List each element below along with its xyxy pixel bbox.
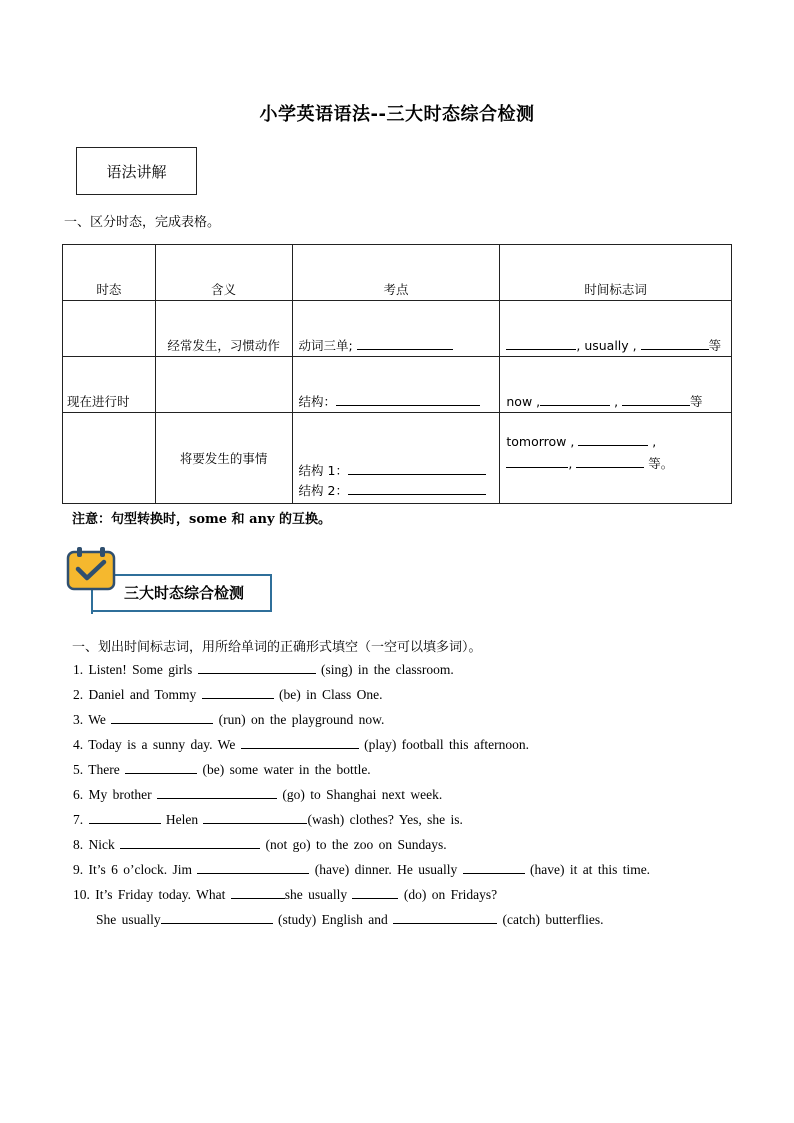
answer-blank[interactable] xyxy=(506,455,568,468)
question-10-answer xyxy=(96,911,603,928)
markers-cell xyxy=(500,357,732,413)
table-row xyxy=(63,301,732,357)
question-text: (catch) butterflies. xyxy=(497,912,604,927)
answer-blank[interactable] xyxy=(198,661,316,674)
answer-blank[interactable] xyxy=(357,337,453,350)
answer-blank[interactable] xyxy=(348,462,486,475)
header-cell: 含义 xyxy=(155,245,292,301)
question-8 xyxy=(73,836,447,853)
answer-blank[interactable] xyxy=(622,393,690,406)
question-text: 4. Today is a sunny day. We xyxy=(73,737,241,752)
question-text: (play) football this afternoon. xyxy=(358,737,530,752)
question-text: 2. Daniel and Tommy xyxy=(73,687,202,702)
answer-blank[interactable] xyxy=(111,711,213,724)
note-text: 注意：句型转换时，some 和 any 的互换。 xyxy=(72,512,332,527)
question-text: (have) dinner. He usually xyxy=(309,862,463,877)
point-cell xyxy=(292,357,500,413)
answer-blank[interactable] xyxy=(463,861,525,874)
answer-blank[interactable] xyxy=(393,911,497,924)
question-2 xyxy=(73,686,383,703)
header-cell: 时态 xyxy=(63,245,156,301)
question-text: she usually xyxy=(284,887,353,902)
answer-blank[interactable] xyxy=(348,482,486,495)
question-text: 9. It’s 6 o’clock. Jim xyxy=(73,862,198,877)
point-text: 结构 2： xyxy=(298,483,348,498)
answer-blank[interactable] xyxy=(120,836,260,849)
calendar-check-icon xyxy=(66,547,116,591)
question-text: 5. There xyxy=(73,762,126,777)
point-text: 结构： xyxy=(298,394,337,409)
markers-text: , usually , xyxy=(576,338,641,353)
markers-text: 等。 xyxy=(644,456,674,471)
question-4 xyxy=(73,736,529,753)
page-title: 小学英语语法--三大时态综合检测 xyxy=(259,104,535,125)
point-text: 动词三单; xyxy=(298,338,357,353)
answer-blank[interactable] xyxy=(578,433,648,446)
tense-cell xyxy=(63,413,156,504)
answer-blank[interactable] xyxy=(352,886,398,899)
meaning-cell: 将要发生的事情 xyxy=(155,413,292,504)
question-text: (be) some water in the bottle. xyxy=(197,762,371,777)
point-cell xyxy=(292,301,500,357)
markers-text: , xyxy=(610,394,623,409)
answer-blank[interactable] xyxy=(576,455,644,468)
question-text: 3. We xyxy=(73,712,112,727)
question-text: (wash) clothes? Yes, she is. xyxy=(307,812,463,827)
question-10 xyxy=(73,886,497,903)
markers-text: 等 xyxy=(690,394,703,409)
badge-stem xyxy=(91,588,93,614)
question-7 xyxy=(73,811,463,828)
answer-blank[interactable] xyxy=(89,811,161,824)
markers-cell xyxy=(500,413,732,504)
meaning-cell: 经常发生，习惯动作 xyxy=(155,301,292,357)
answer-blank[interactable] xyxy=(202,686,274,699)
markers-text: now , xyxy=(506,394,541,409)
question-text: (study) English and xyxy=(272,912,394,927)
question-text: (be) in Class One. xyxy=(273,687,383,702)
section-box-grammar: 语法讲解 xyxy=(76,147,197,195)
table-header-row xyxy=(63,245,732,301)
meaning-cell xyxy=(155,357,292,413)
question-text: Helen xyxy=(160,812,204,827)
question-text: 1. Listen! Some girls xyxy=(73,662,198,677)
answer-blank[interactable] xyxy=(231,886,285,899)
markers-cell xyxy=(500,301,732,357)
question-3 xyxy=(73,711,384,728)
question-text: She usually xyxy=(96,912,161,927)
answer-blank[interactable] xyxy=(157,786,277,799)
question-text: 6. My brother xyxy=(73,787,157,802)
exercise-heading: 一、划出时间标志词，用所给单词的正确形式填空（一空可以填多词）。 xyxy=(72,640,482,655)
answer-blank[interactable] xyxy=(161,911,273,924)
point-cell xyxy=(292,413,500,504)
badge-title: 三大时态综合检测 xyxy=(124,584,245,602)
answer-blank[interactable] xyxy=(506,337,576,350)
header-cell: 考点 xyxy=(292,245,500,301)
question-text: (run) on the playground now. xyxy=(213,712,385,727)
answer-blank[interactable] xyxy=(641,337,709,350)
question-text: (have) it at this time. xyxy=(524,862,651,877)
answer-blank[interactable] xyxy=(197,861,309,874)
question-6 xyxy=(73,786,442,803)
question-5 xyxy=(73,761,371,778)
answer-blank[interactable] xyxy=(336,393,480,406)
table-row xyxy=(63,413,732,504)
question-text: 7. xyxy=(73,812,89,827)
question-text: (go) to Shanghai next week. xyxy=(277,787,443,802)
answer-blank[interactable] xyxy=(540,393,610,406)
question-text: 8. Nick xyxy=(73,837,121,852)
question-9 xyxy=(73,861,650,878)
point-text: 结构 1： xyxy=(298,463,348,478)
header-cell: 时间标志词 xyxy=(500,245,732,301)
question-text: (not go) to the zoo on Sundays. xyxy=(260,837,447,852)
table-row xyxy=(63,357,732,413)
question-text: (do) on Fridays? xyxy=(398,887,498,902)
tense-table xyxy=(62,244,732,504)
tense-cell: 现在进行时 xyxy=(63,357,156,413)
answer-blank[interactable] xyxy=(125,761,197,774)
tense-cell xyxy=(63,301,156,357)
part1-heading: 一、区分时态，完成表格。 xyxy=(64,215,221,230)
markers-text: , xyxy=(648,434,657,449)
markers-text: 等 xyxy=(708,338,722,353)
question-text: 10. It’s Friday today. What xyxy=(73,887,231,902)
markers-text: , xyxy=(568,456,577,471)
answer-blank[interactable] xyxy=(241,736,359,749)
question-1 xyxy=(73,661,454,678)
question-text: (sing) in the classroom. xyxy=(315,662,454,677)
markers-text: tomorrow , xyxy=(506,434,579,449)
answer-blank[interactable] xyxy=(203,811,307,824)
